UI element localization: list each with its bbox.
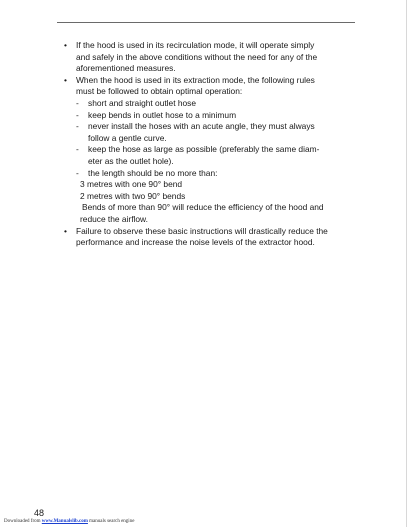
text-line: eter as the outlet hole).	[88, 155, 174, 166]
text-line: keep bends in outlet hose to a minimum	[88, 109, 237, 120]
rule-item	[62, 144, 360, 167]
text-line: keep the hose as large as possible (preferably the same diam-	[88, 144, 320, 155]
bullet-icon: •	[64, 74, 67, 85]
dash-icon: -	[76, 144, 79, 155]
bullet-failure-warning	[62, 226, 360, 249]
text-line: When the hood is used in its extraction mode, the following rules	[76, 74, 315, 85]
bullet-recirculation	[62, 40, 360, 75]
instructions-body	[62, 40, 360, 249]
text-line: and safely in the above conditions without the need for any of the	[76, 51, 318, 62]
text-line: performance and increase the noise levels of the extractor hood.	[76, 237, 315, 248]
rule-item	[62, 110, 360, 122]
download-footer	[4, 519, 134, 524]
rule-item	[62, 98, 360, 110]
text-line: If the hood is used in its recirculation mode, it will operate simply	[76, 40, 315, 50]
text-line: Failure to observe these basic instructions will drastically reduce the	[76, 225, 328, 236]
text-line: never install the hoses with an acute angle, they must always	[88, 121, 315, 132]
dash-icon: -	[76, 121, 79, 132]
length-rule: 2 metres with two 90° bends	[80, 190, 186, 201]
page-number: 48	[34, 508, 45, 518]
text-line: follow a gentle curve.	[88, 132, 167, 143]
rule-item	[62, 121, 360, 144]
header-rule	[57, 22, 355, 23]
bends-note: reduce the airflow.	[80, 213, 148, 224]
text-line: the length should be no more than:	[88, 167, 218, 178]
rule-item	[62, 168, 360, 180]
text-line: aforementioned measures.	[76, 63, 176, 74]
bends-note: Bends of more than 90° will reduce the efficiency of the hood and	[82, 202, 324, 213]
text-line: must be followed to obtain optimal operation:	[76, 86, 243, 97]
dash-icon: -	[76, 167, 79, 178]
bullet-extraction	[62, 75, 360, 98]
manualslib-link[interactable]: www.Manualslib.com	[41, 519, 88, 524]
dash-icon: -	[76, 97, 79, 108]
length-rule: 3 metres with one 90° bend	[80, 179, 183, 190]
footer-suffix: manuals search engine	[89, 519, 135, 524]
dash-icon: -	[76, 109, 79, 120]
bullet-icon: •	[64, 225, 67, 236]
footer-prefix: Downloaded from	[4, 519, 41, 524]
bullet-icon: •	[64, 40, 67, 50]
text-line: short and straight outlet hose	[88, 97, 197, 108]
